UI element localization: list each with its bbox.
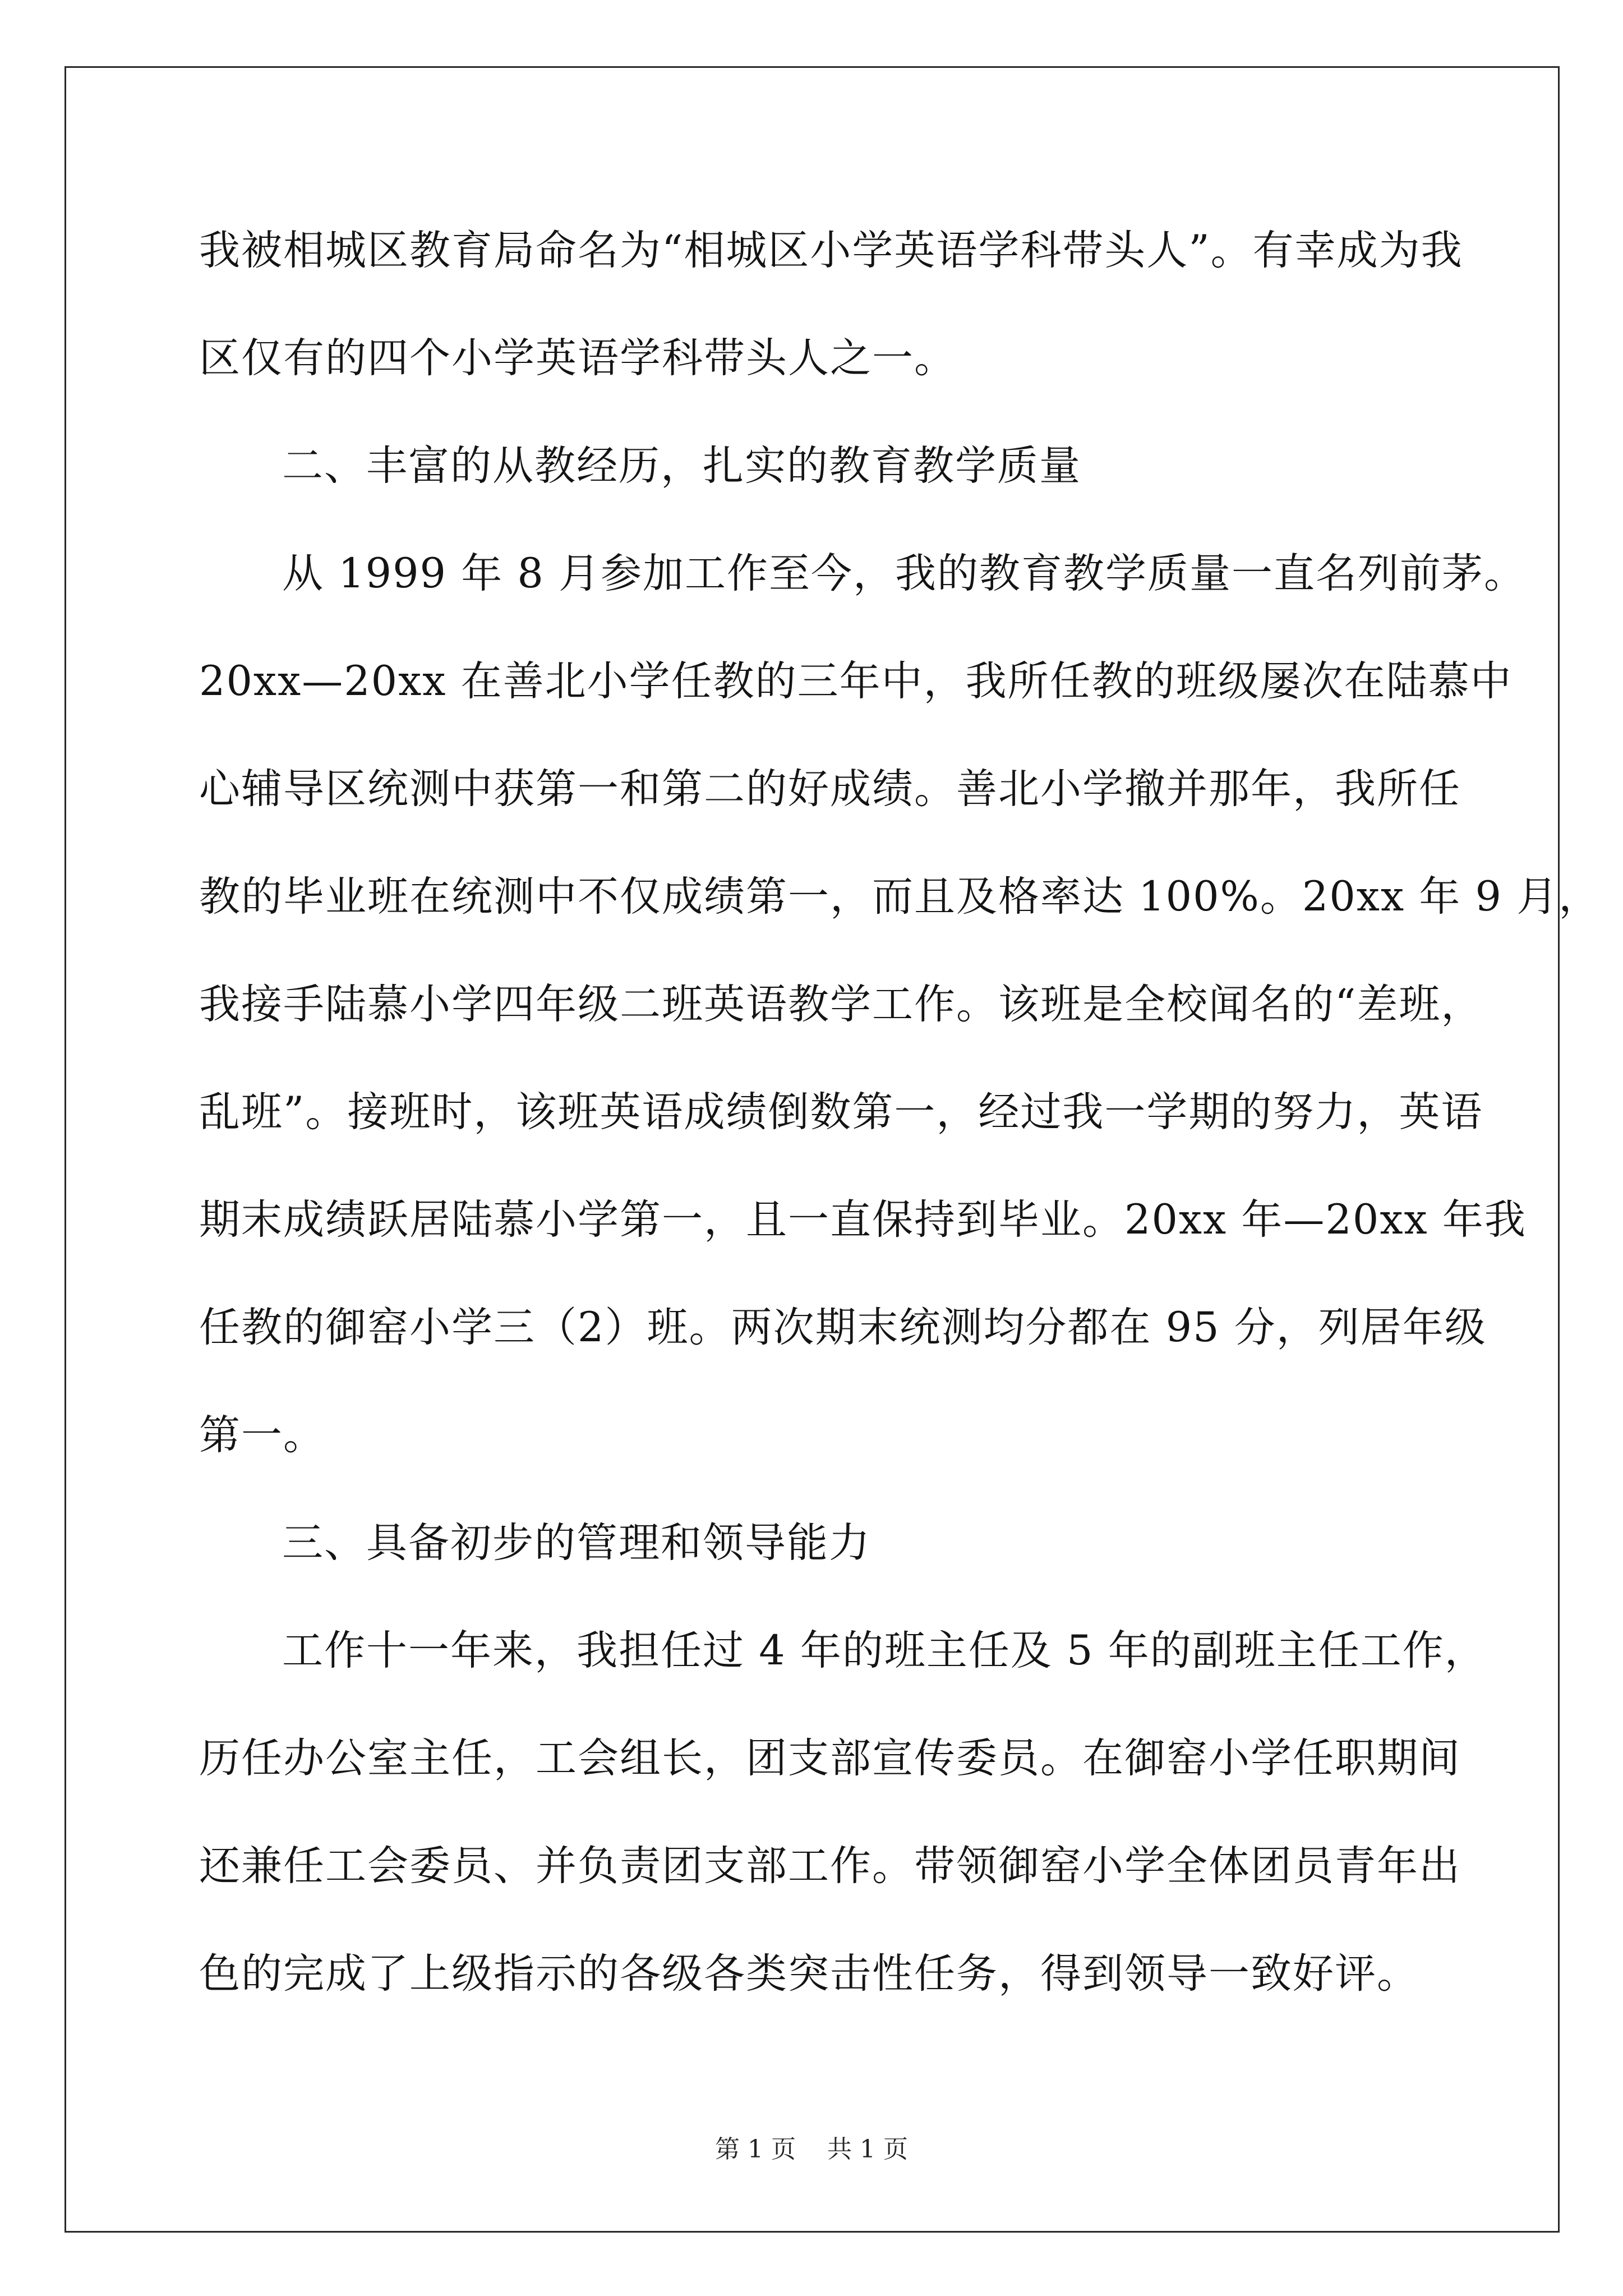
body-line: 还兼任工会委员、并负责团支部工作。带领御窑小学全体团员青年出 (199, 1842, 1461, 1890)
body-line: 期末成绩跃居陆慕小学第一，且一直保持到毕业。20xx 年—20xx 年我 (199, 1196, 1527, 1244)
page-footer (0, 2133, 1623, 2166)
page-number: 第 1 页 (715, 2135, 796, 2164)
section-heading: 二、丰富的从教经历，扎实的教育教学质量 (282, 442, 1081, 490)
body-line: 我接手陆慕小学四年级二班英语教学工作。该班是全校闻名的“差班， (199, 981, 1483, 1028)
page-total: 共 1 页 (827, 2135, 908, 2164)
document-body (199, 220, 1601, 2051)
body-line: 任教的御窑小学三（2）班。两次期末统测均分都在 95 分，列居年级 (199, 1304, 1487, 1351)
body-line: 历任办公室主任，工会组长，团支部宣传委员。在御窑小学任职期间 (199, 1734, 1461, 1782)
paragraph-start: 工作十一年来，我担任过 4 年的班主任及 5 年的副班主任工作， (282, 1627, 1487, 1674)
body-line: 教的毕业班在统测中不仅成绩第一，而且及格率达 100%。20xx 年 9 月， (199, 873, 1601, 921)
body-line: 第一。 (199, 1411, 325, 1459)
body-line: 我被相城区教育局命名为“相城区小学英语学科带头人”。有幸成为我 (199, 227, 1463, 274)
section-heading: 三、具备初步的管理和领导能力 (282, 1519, 871, 1567)
body-line: 20xx—20xx 在善北小学任教的三年中，我所任教的班级屡次在陆慕中 (199, 657, 1513, 705)
body-line: 区仅有的四个小学英语学科带头人之一。 (199, 334, 956, 382)
paragraph-start: 从 1999 年 8 月参加工作至今，我的教育教学质量一直名列前茅。 (282, 550, 1527, 597)
body-line: 心辅导区统测中获第一和第二的好成绩。善北小学撤并那年，我所任 (199, 765, 1461, 813)
body-line: 乱班”。接班时，该班英语成绩倒数第一，经过我一学期的努力，英语 (199, 1088, 1483, 1136)
body-line: 色的完成了上级指示的各级各类突击性任务，得到领导一致好评。 (199, 1950, 1419, 1998)
